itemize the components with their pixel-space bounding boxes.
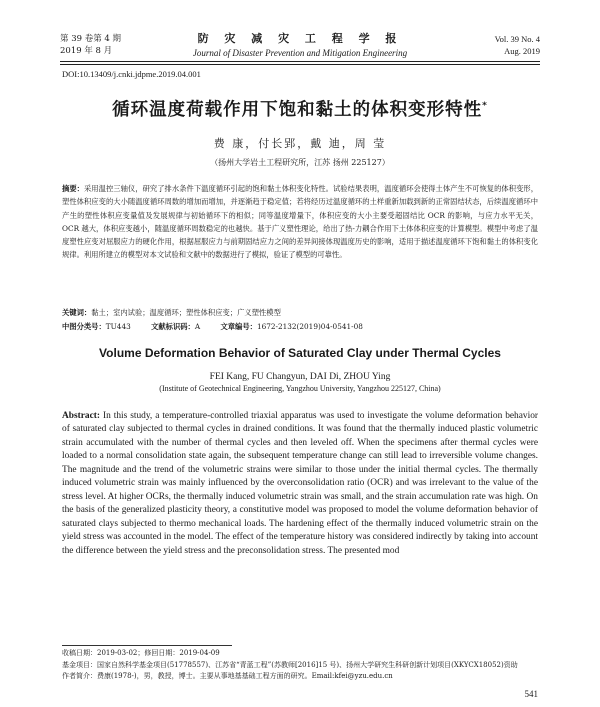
- keywords-cn: [62, 306, 538, 319]
- header-left: [60, 33, 121, 57]
- journal-name-en: Journal of Disaster Prevention and Mitigation Engineering: [192, 48, 408, 58]
- date-en: Aug. 2019: [504, 46, 540, 56]
- title-footnote-mark: *: [482, 101, 488, 112]
- journal-name-cn: 防 灾 减 灾 工 程 学 报: [197, 32, 403, 45]
- footnote-bio: 作者简介：费康(1978-)，男，教授，博士。主要从事地基基础工程方面的研究。Email:kfei@yzu.edu.cn: [62, 672, 393, 681]
- title-cn-text: 循环温度荷载作用下饱和黏土的体积变形特性: [112, 100, 483, 120]
- header-right: [495, 33, 540, 57]
- header-rule-thick: [60, 61, 540, 62]
- doc-code-label: 文献标识码：: [151, 322, 195, 331]
- abstract-cn-label: 摘要：: [62, 184, 84, 193]
- footnote: [62, 648, 538, 683]
- abstract-cn: [62, 182, 538, 262]
- abstract-en-text: In this study, a temperature-controlled triaxial apparatus was used to investigate the volume deformation behavior of saturated clay subjected to thermal cycles in drained conditions. It was found that the thermally induced plastic volumetric strain accumulated with the number of thermal cycles and then leveled off. When the specimens after thermal cycles were loaded to a normal consolidation state again, the subsequent temperature change can still lead to irreversible volume changes. The magnitude and the trend of the volumetric strains were similar to those under the initial thermal cycles. The thermally induced volumetric strain was mainly influenced by the overconsolidation ratio (OCR) and was irrelevant to the value of the stress level. At higher OCRs, the thermally induced volumetric strain was small, and the strain accumulation rate was high. On the basis of the generalized plasticity theory, a constitutive model was proposed to model the volume deformation behavior of saturated clays subjected to thermo mechanical loads. The hardening effect of the thermally induced volumetric strain on the yield stress was accounted in the model. The effect of the temperature history was considered indirectly by taking into account the difference between the yield stress and the preconsolidation stress. The presented mod: [62, 411, 539, 556]
- authors-cn: 费 康，付长郢，戴 迪，周 莹: [213, 137, 387, 150]
- volume-en: Vol. 39 No. 4: [494, 34, 540, 44]
- classification-cn: [62, 320, 538, 333]
- affiliation-en: (Institute of Geotechnical Engineering, Yangzhou University, Yangzhou 225127, China): [159, 384, 441, 393]
- doc-code-value: A: [194, 322, 201, 331]
- affiliation-cn: （扬州大学岩土工程研究所，江苏 扬州 225127）: [210, 158, 390, 167]
- title-cn: [60, 96, 540, 121]
- page-number: 541: [524, 689, 538, 699]
- footnote-funding: 基金项目：国家自然科学基金项目(51778557)、江苏省“青蓝工程”(苏教师[2016]15 号)、扬州大学研究生科研创新计划项目(XKYCX18052)资助: [62, 660, 518, 669]
- date-cn: 2019 年 8 月: [60, 46, 113, 56]
- clc-label: 中图分类号：: [62, 322, 106, 331]
- authors-en: FEI Kang, FU Changyun, DAI Di, ZHOU Ying: [209, 372, 391, 382]
- header-rule-thin: [60, 64, 540, 65]
- article-id-value: 1672-2132(2019)04-0541-08: [256, 322, 363, 331]
- abstract-cn-text: 采用温控三轴仪，研究了排水条件下温度循环引起的饱和黏土体积变化特性。试验结果表明，温度循环会使得土体产生不可恢复的体积变形，塑性体积应变的大小随温度循环周数的增加而增加，并逐渐趋于稳定值；若将经历过温度循环的土样重新加载到新的正常固结状态，后续温度循环中产生的塑性体积应变量值及发展规律与初始循环下的相似；同等温度增量下，体积应变的大小主要受超固结比 OCR 的影响，与应力水平无关，OCR 越大，体积应变越小，随温度循环周数稳定的也越快。基于广义塑性理论，给出了热-力耦合作用下土体体积应变的计算模型。模型中考虑了温度塑性应变对屈服应力的硬化作用，根据屈服应力与前期固结应力之间的差异间接体现温度历史的影响，适用于描述温度循环下饱和黏土的体积变化规律。利用所建立的模型对本文试验和文献中的数据进行了模拟，验证了模型的可靠性。: [62, 184, 539, 260]
- keywords-cn-text: 黏土；室内试验；温度循环；塑性体积应变；广义塑性模型: [91, 308, 281, 317]
- doi: DOI:10.13409/j.cnki.jdpme.2019.04.001: [62, 69, 201, 79]
- keywords-cn-label: 关键词：: [62, 308, 92, 317]
- article-id-label: 文章编号：: [220, 322, 257, 331]
- clc-value: TU443: [105, 322, 131, 331]
- abstract-en: [62, 410, 538, 558]
- title-en: Volume Deformation Behavior of Saturated Clay under Thermal Cycles: [99, 346, 501, 360]
- header-center: [150, 30, 450, 58]
- footnote-received: 收稿日期：2019-03-02；修回日期：2019-04-09: [62, 649, 220, 657]
- volume-cn: 第 39 卷第 4 期: [60, 34, 122, 44]
- abstract-en-label: Abstract:: [62, 411, 101, 421]
- footnote-rule: [62, 645, 232, 646]
